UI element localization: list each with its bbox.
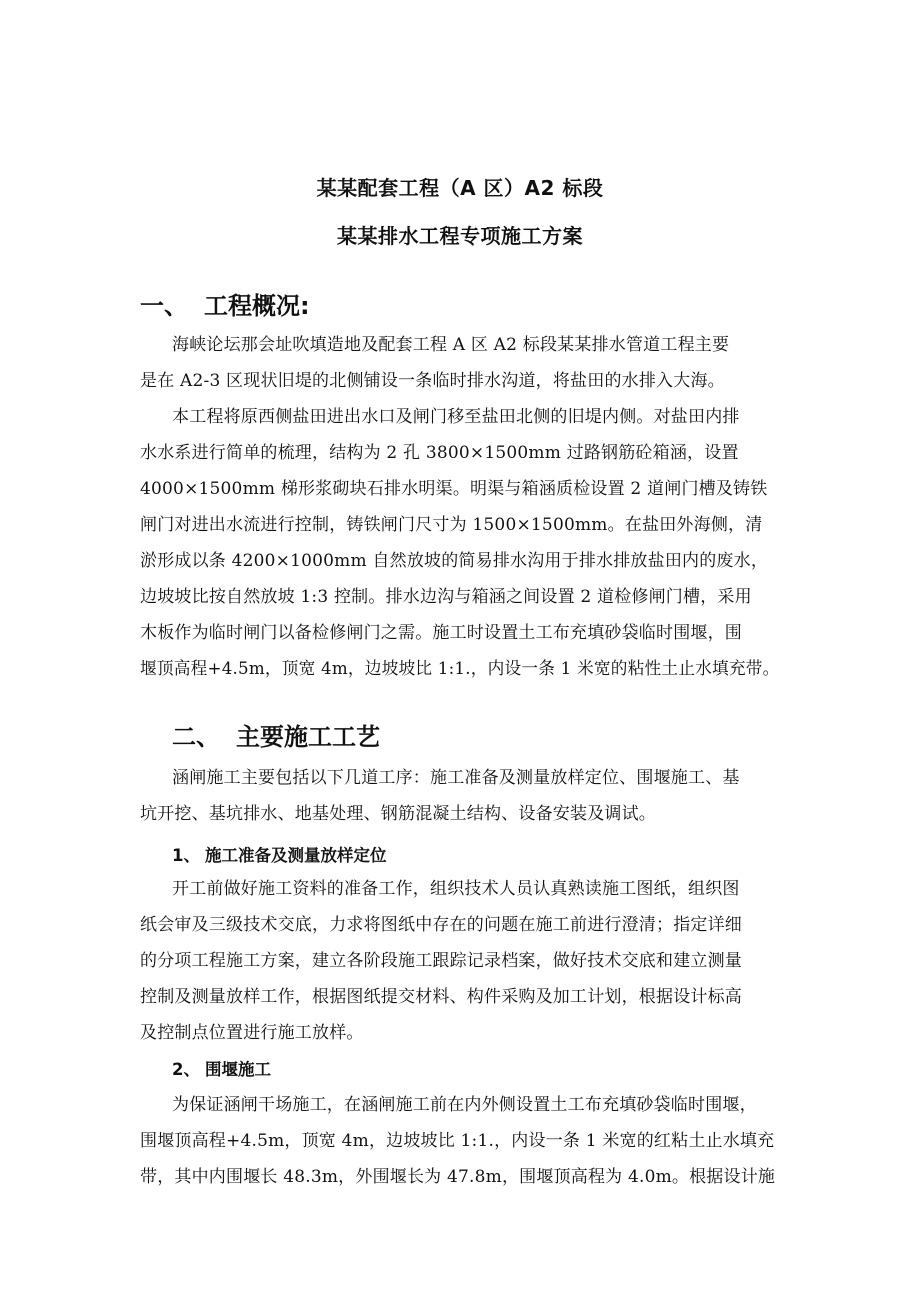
section-number: 二、 xyxy=(172,723,220,751)
document-title-line1: 某某配套工程（A 区）A2 标段 xyxy=(316,176,604,200)
paragraph-line: 堰顶高程+4.5m，顶宽 4m，边坡坡比 1:1.，内设一条 1 米宽的粘性土止水填充带。 xyxy=(140,659,780,679)
paragraph-line: 本工程将原西侧盐田进出水口及闸门移至盐田北侧的旧堤内侧。对盐田内排 xyxy=(172,407,740,427)
subsection-number: 2、 xyxy=(172,1060,200,1079)
paragraph-line: 开工前做好施工资料的准备工作，组织技术人员认真熟读施工图纸，组织图 xyxy=(172,879,740,899)
subsection-title: 施工准备及测量放样定位 xyxy=(205,846,387,865)
paragraph-line: 坑开挖、基坑排水、地基处理、钢筋混凝土结构、设备安装及调试。 xyxy=(140,804,656,824)
subsection-number: 1、 xyxy=(172,846,200,865)
section-title: 工程概况: xyxy=(204,292,310,320)
section-title: 主要施工工艺 xyxy=(236,723,380,751)
paragraph-line: 4000×1500mm 梯形浆砌块石排水明渠。明渠与箱涵质检设置 2 道闸门槽及铸铁 xyxy=(140,479,768,499)
paragraph-line: 边坡坡比按自然放坡 1:3 控制。排水边沟与箱涵之间设置 2 道检修闸门槽，采用 xyxy=(140,587,752,607)
paragraph-line: 涵闸施工主要包括以下几道工序：施工准备及测量放样定位、围堰施工、基 xyxy=(172,768,740,788)
section-number: 一、 xyxy=(140,292,188,320)
paragraph-line: 的分项工程施工方案，建立各阶段施工跟踪记录档案，做好技术交底和建立测量 xyxy=(140,951,742,971)
paragraph-line: 围堰顶高程+4.5m，顶宽 4m，边坡坡比 1:1.，内设一条 1 米宽的红粘土止水填充 xyxy=(140,1131,775,1151)
document-title-line2: 某某排水工程专项施工方案 xyxy=(337,224,583,248)
paragraph-line: 为保证涵闸干场施工，在涵闸施工前在内外侧设置土工布充填砂袋临时围堰， xyxy=(172,1095,757,1115)
subsection-title: 围堰施工 xyxy=(205,1060,271,1079)
paragraph-line: 带，其中内围堰长 48.3m，外围堰长为 47.8m，围堰顶高程为 4.0m。根据设计施 xyxy=(140,1167,776,1187)
paragraph-line: 闸门对进出水流进行控制，铸铁闸门尺寸为 1500×1500mm。在盐田外海侧，清 xyxy=(140,515,763,535)
paragraph-line: 海峡论坛那会址吹填造地及配套工程 A 区 A2 标段某某排水管道工程主要 xyxy=(172,335,730,355)
paragraph-line: 控制及测量放样工作，根据图纸提交材料、构件采购及加工计划，根据设计标高 xyxy=(140,987,742,1007)
paragraph-line: 淤形成以条 4200×1000mm 自然放坡的简易排水沟用于排水排放盐田内的废水， xyxy=(140,551,769,571)
paragraph-line: 木板作为临时闸门以备检修闸门之需。施工时设置土工布充填砂袋临时围堰，围 xyxy=(140,623,742,643)
paragraph-line: 及控制点位置进行施工放样。 xyxy=(140,1023,364,1043)
paragraph-line: 水水系进行简单的梳理，结构为 2 孔 3800×1500mm 过路钢筋砼箱涵，设置 xyxy=(140,443,739,463)
paragraph-line: 是在 A2-3 区现状旧堤的北侧铺设一条临时排水沟道，将盐田的水排入大海。 xyxy=(140,371,725,391)
paragraph-line: 纸会审及三级技术交底，力求将图纸中存在的问题在施工前进行澄清；指定详细 xyxy=(140,915,742,935)
